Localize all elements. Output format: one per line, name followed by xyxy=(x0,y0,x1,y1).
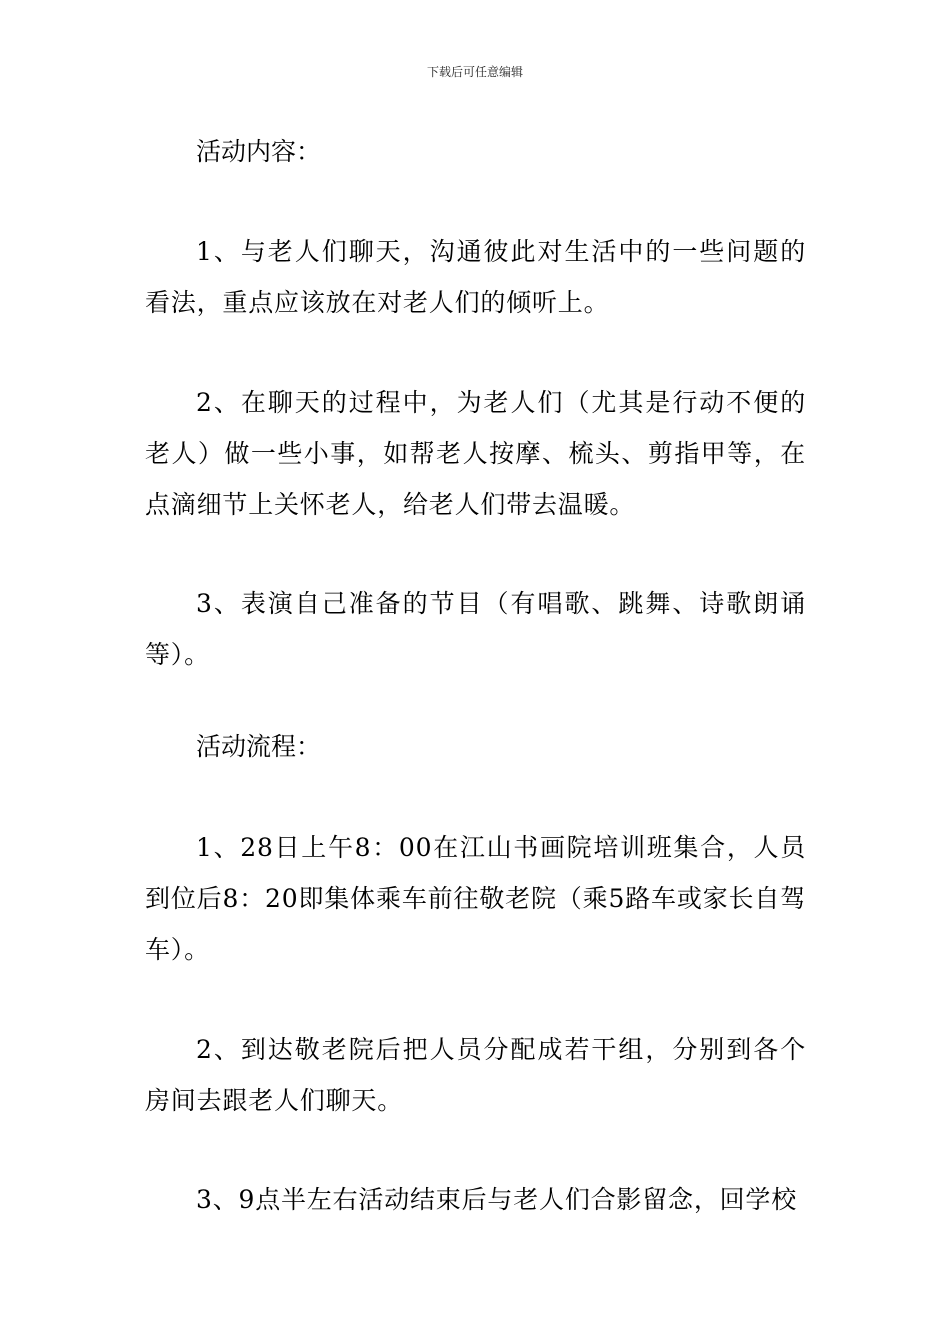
content-item-1: 1、与老人们聊天，沟通彼此对生活中的一些问题的看法，重点应该放在对老人们的倾听上。 xyxy=(145,237,806,317)
content-heading: 活动内容： xyxy=(196,137,322,166)
process-item-1: 1、28日上午8：00在江山书画院培训班集合，人员到位后8：20即集体乘车前往敬老院（乘5路车或家长自驾车）。 xyxy=(145,833,806,964)
process-heading: 活动流程： xyxy=(196,732,322,761)
page-header: 下载后可任意编辑 xyxy=(426,65,523,79)
process-item-3: 3、9点半左右活动结束后与老人们合影留念，回学校 xyxy=(196,1185,798,1214)
content-item-3: 3、表演自己准备的节目（有唱歌、跳舞、诗歌朗诵等）。 xyxy=(145,589,806,669)
content-item-2: 2、在聊天的过程中，为老人们（尤其是行动不便的老人）做一些小事，如帮老人按摩、梳头、剪指甲等，在点滴细节上关怀老人，给老人们带去温暖。 xyxy=(145,388,806,519)
process-item-2: 2、到达敬老院后把人员分配成若干组，分别到各个房间去跟老人们聊天。 xyxy=(145,1035,806,1115)
